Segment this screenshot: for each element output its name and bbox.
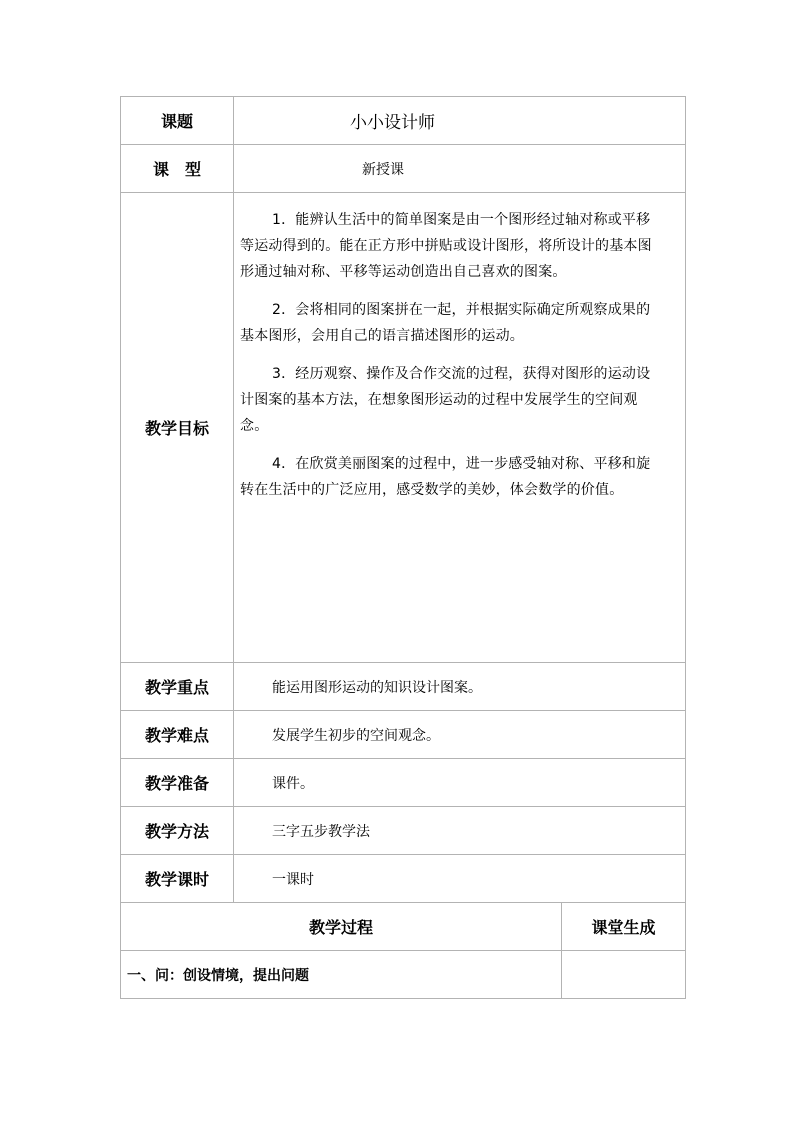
difficulty-row <box>121 711 686 759</box>
hours-row <box>121 855 686 903</box>
goal-item-1: 1．能辨认生活中的简单图案是由一个图形经过轴对称或平移等运动得到的。能在正方形中拼贴或设计图形，将所设计的基本图形通过轴对称、平移等运动创造出自己喜欢的图案。 <box>240 212 652 280</box>
key-points-label: 教学重点 <box>121 663 234 711</box>
method-value: 三字五步教学法 <box>234 807 686 855</box>
goal-item-2: 2．会将相同的图案拼在一起，并根据实际确定所观察成果的基本图形，会用自己的语言描述图形的运动。 <box>240 302 651 344</box>
goals-content <box>234 193 686 663</box>
goals-label: 教学目标 <box>121 193 234 663</box>
method-row <box>121 807 686 855</box>
step-row <box>121 951 686 999</box>
goal-item-4: 4．在欣赏美丽图案的过程中，进一步感受轴对称、平移和旋转在生活中的广泛应用，感受数学的美妙，体会数学的价值。 <box>240 456 651 498</box>
key-points-row <box>121 663 686 711</box>
process-header-row <box>121 903 686 951</box>
key-points-value: 能运用图形运动的知识设计图案。 <box>234 663 686 711</box>
topic-label: 课题 <box>121 97 234 145</box>
step-1-title: 一、问：创设情境，提出问题 <box>121 951 562 999</box>
type-row <box>121 145 686 193</box>
type-label: 课 型 <box>121 145 234 193</box>
topic-value: 小小设计师 <box>234 97 686 145</box>
hours-label: 教学课时 <box>121 855 234 903</box>
hours-value: 一课时 <box>234 855 686 903</box>
outcome-header: 课堂生成 <box>562 903 686 951</box>
method-label: 教学方法 <box>121 807 234 855</box>
goals-row <box>121 193 686 663</box>
step-1-outcome-cell <box>562 951 686 999</box>
process-header: 教学过程 <box>121 903 562 951</box>
difficulty-label: 教学难点 <box>121 711 234 759</box>
lesson-plan-sheet <box>120 96 685 999</box>
preparation-label: 教学准备 <box>121 759 234 807</box>
lesson-plan-table <box>120 96 686 999</box>
difficulty-value: 发展学生初步的空间观念。 <box>234 711 686 759</box>
type-value: 新授课 <box>234 145 686 193</box>
preparation-row <box>121 759 686 807</box>
topic-row <box>121 97 686 145</box>
preparation-value: 课件。 <box>234 759 686 807</box>
goal-item-3: 3．经历观察、操作及合作交流的过程，获得对图形的运动设计图案的基本方法，在想象图形运动的过程中发展学生的空间观念。 <box>240 366 651 434</box>
